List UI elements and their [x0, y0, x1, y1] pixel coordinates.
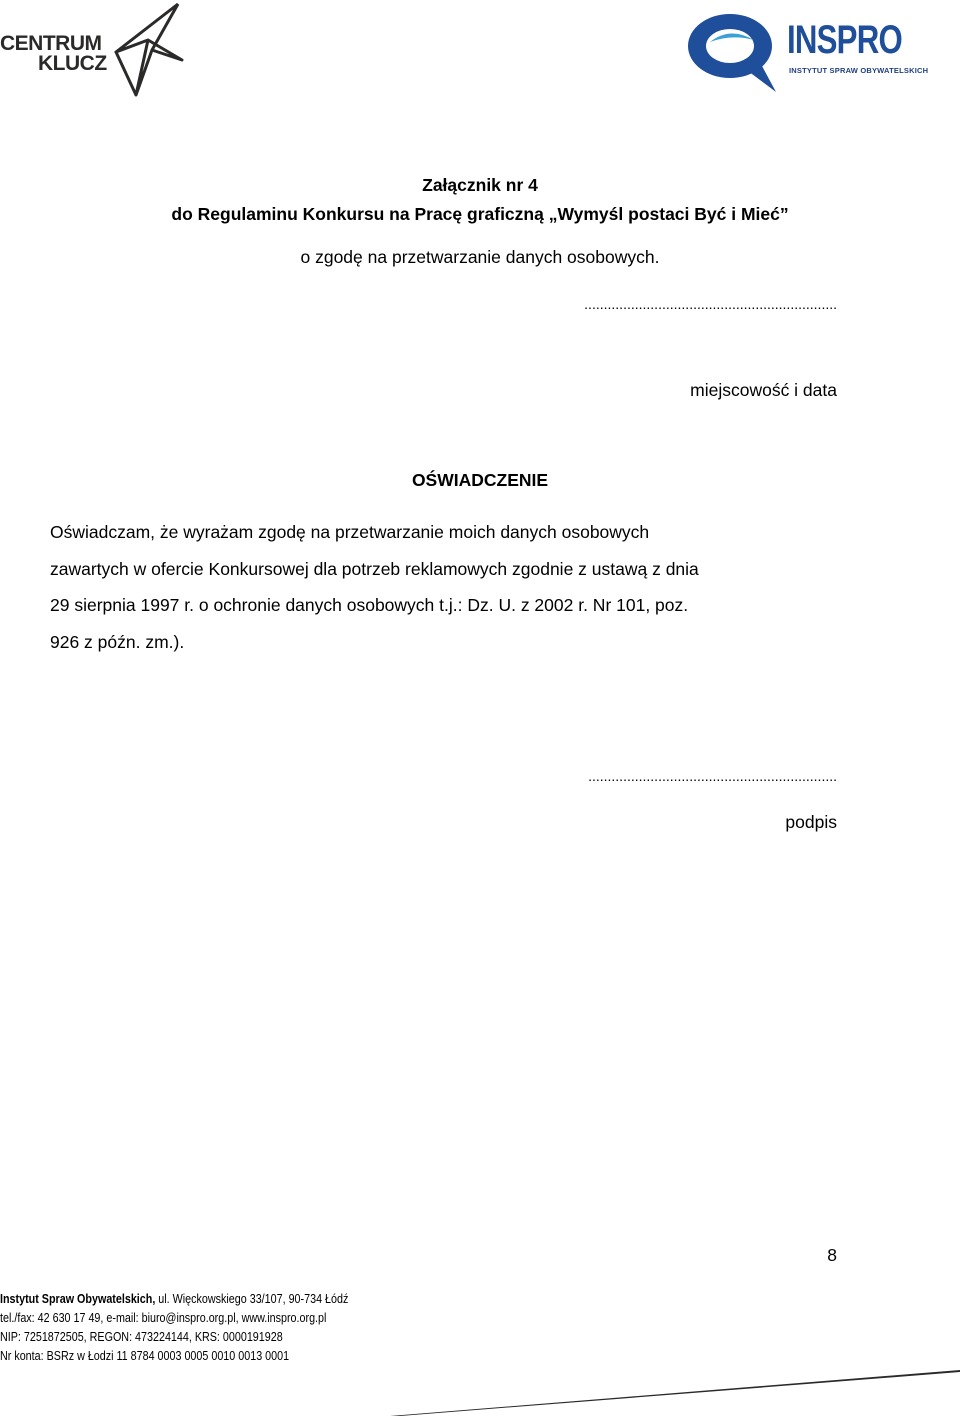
- declaration-body: [50, 514, 840, 660]
- declaration-line: zawartych w ofercie Konkursowej dla potrzeb reklamowych zgodnie z ustawą z dnia: [50, 558, 699, 579]
- inspro-logo: [684, 6, 929, 98]
- consent-line: o zgodę na przetwarzanie danych osobowych.: [300, 247, 660, 267]
- footer-decorative-stripe: [0, 1370, 960, 1416]
- logo-line-klucz: KLUCZ: [38, 52, 107, 75]
- inspro-brand: INSPRO: [787, 18, 902, 62]
- footer-contact: [0, 1290, 413, 1366]
- page-number: 8: [827, 1245, 837, 1265]
- declaration-line: Oświadczam, że wyrażam zgodę na przetwarzanie moich danych osobowych: [50, 522, 650, 542]
- footer-line-contact: tel./fax: 42 630 17 49, e-mail: biuro@inspro.org.pl, www.inspro.org.pl: [0, 1311, 327, 1325]
- logo-line-centrum: CENTRUM: [0, 32, 102, 55]
- declaration-heading: OŚWIADCZENIE: [411, 470, 549, 490]
- attachment-title: Załącznik nr 4: [422, 175, 538, 195]
- signature-field: ................................................................: [588, 768, 837, 784]
- declaration-line: 926 z późn. zm.).: [50, 631, 185, 652]
- speech-bubble-q-icon: [684, 6, 784, 96]
- footer-org-name: Instytut Spraw Obywatelskich,: [0, 1292, 156, 1306]
- attachment-subtitle: do Regulaminu Konkursu na Pracę graficzną „Wymyśl postaci Być i Mieć”: [171, 204, 789, 224]
- centrum-klucz-wordmark: [0, 34, 107, 74]
- footer-line-account: Nr konta: BSRz w Łodzi 11 8784 0003 0005 0010 0013 0001: [0, 1349, 290, 1363]
- centrum-klucz-logo: [0, 0, 190, 100]
- place-date-field: .................................................................: [584, 296, 837, 312]
- footer-line-address: [0, 1290, 413, 1309]
- footer-address: ul. Więckowskiego 33/107, 90-734 Łódź: [155, 1292, 349, 1306]
- declaration-line: 29 sierpnia 1997 r. o ochronie danych osobowych t.j.: Dz. U. z 2002 r. Nr 101, poz.: [50, 595, 689, 615]
- place-date-label: miejscowość i data: [690, 380, 837, 400]
- footer-line-registry: NIP: 7251872505, REGON: 473224144, KRS: 0000191928: [0, 1330, 283, 1344]
- signature-label: podpis: [785, 812, 837, 832]
- star-arrow-icon: [108, 0, 188, 100]
- inspro-tagline: INSTYTUT SPRAW OBYWATELSKICH: [789, 66, 929, 75]
